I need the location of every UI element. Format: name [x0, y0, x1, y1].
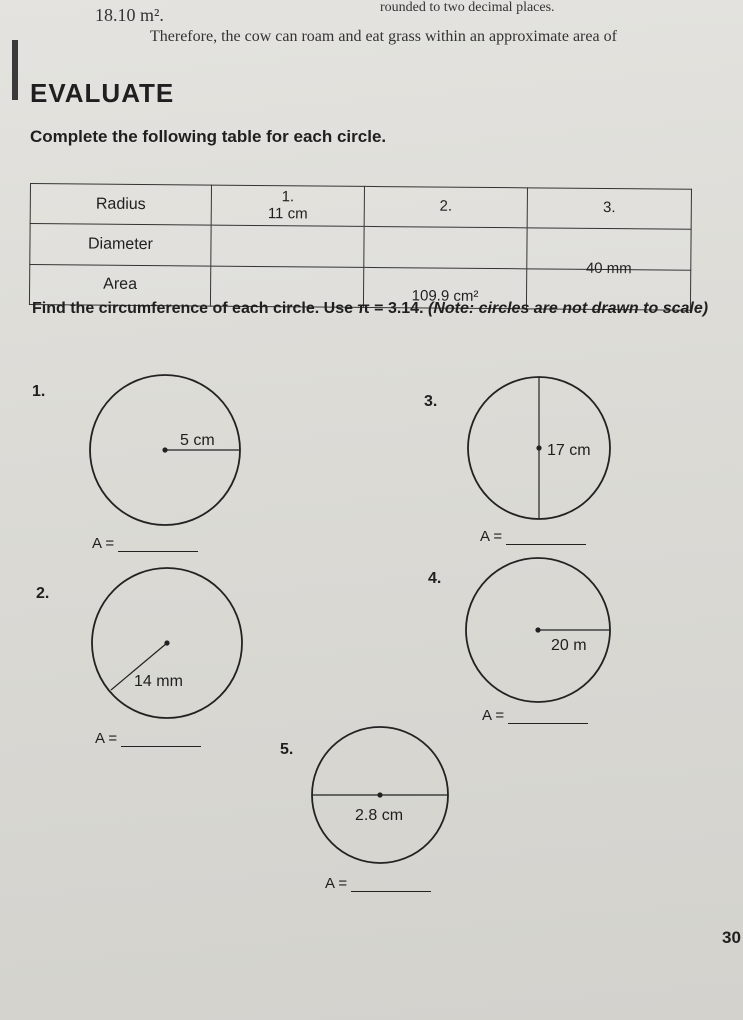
problem-4-answer[interactable] — [482, 707, 588, 724]
problem-3-diameter-label: 17 cm — [547, 442, 591, 459]
cell-value: 11 cm — [267, 205, 308, 223]
column-header-3: 3. — [602, 199, 616, 217]
row-label-diameter: Diameter — [30, 224, 211, 266]
problem-2-radius-label: 14 mm — [134, 673, 183, 690]
problem-5-number: 5. — [280, 741, 294, 758]
column-header-1: 1. — [281, 188, 295, 206]
page-number: 30 — [722, 928, 741, 947]
answer-label: A = — [480, 528, 503, 545]
problem-2-answer[interactable] — [95, 730, 201, 747]
previous-area-value: 18.10 m². — [95, 5, 164, 25]
problem-2-number: 2. — [36, 585, 50, 602]
instruction-note: (Note: circles are not drawn to scale) — [427, 300, 709, 317]
problem-4-radius-label: 20 m — [551, 637, 587, 654]
answer-blank[interactable] — [508, 709, 588, 724]
answer-blank[interactable] — [118, 537, 198, 552]
circle-4 — [466, 558, 610, 702]
answer-label: A = — [92, 535, 115, 552]
problem-5-answer[interactable] — [325, 875, 431, 892]
problem-1-number: 1. — [32, 383, 46, 400]
row-label-area: Area — [29, 264, 210, 306]
answer-label: A = — [95, 730, 118, 747]
problem-1-answer[interactable] — [92, 535, 198, 552]
answer-blank[interactable] — [121, 732, 201, 747]
column-header-2: 2. — [439, 197, 453, 215]
row-label-radius: Radius — [30, 184, 211, 226]
cell-value: 40 mm — [585, 259, 632, 277]
circle-5 — [312, 727, 448, 863]
answer-blank[interactable] — [351, 877, 431, 892]
circle-2 — [92, 568, 242, 718]
problem-4-number: 4. — [428, 570, 442, 587]
section-title: EVALUATE — [30, 78, 175, 108]
problem-5-diameter-label: 2.8 cm — [355, 807, 404, 824]
answer-label: A = — [482, 707, 505, 724]
problem-3-number: 3. — [424, 393, 438, 410]
answer-blank[interactable] — [506, 530, 586, 545]
circle-1 — [90, 375, 240, 525]
problem-1-radius-label: 5 cm — [180, 432, 215, 449]
answer-label: A = — [325, 875, 348, 892]
previous-rounded-note: rounded to two decimal places. — [380, 0, 555, 15]
instruction-main: Find the circumference of each circle. Use π = 3.14. — [32, 300, 424, 317]
problem-3-answer[interactable] — [480, 528, 586, 545]
cell-value: 109.9 cm² — [411, 287, 479, 305]
previous-conclusion: Therefore, the cow can roam and eat grass within an approximate area of — [150, 28, 617, 45]
table-instruction: Complete the following table for each circle. — [30, 127, 387, 146]
